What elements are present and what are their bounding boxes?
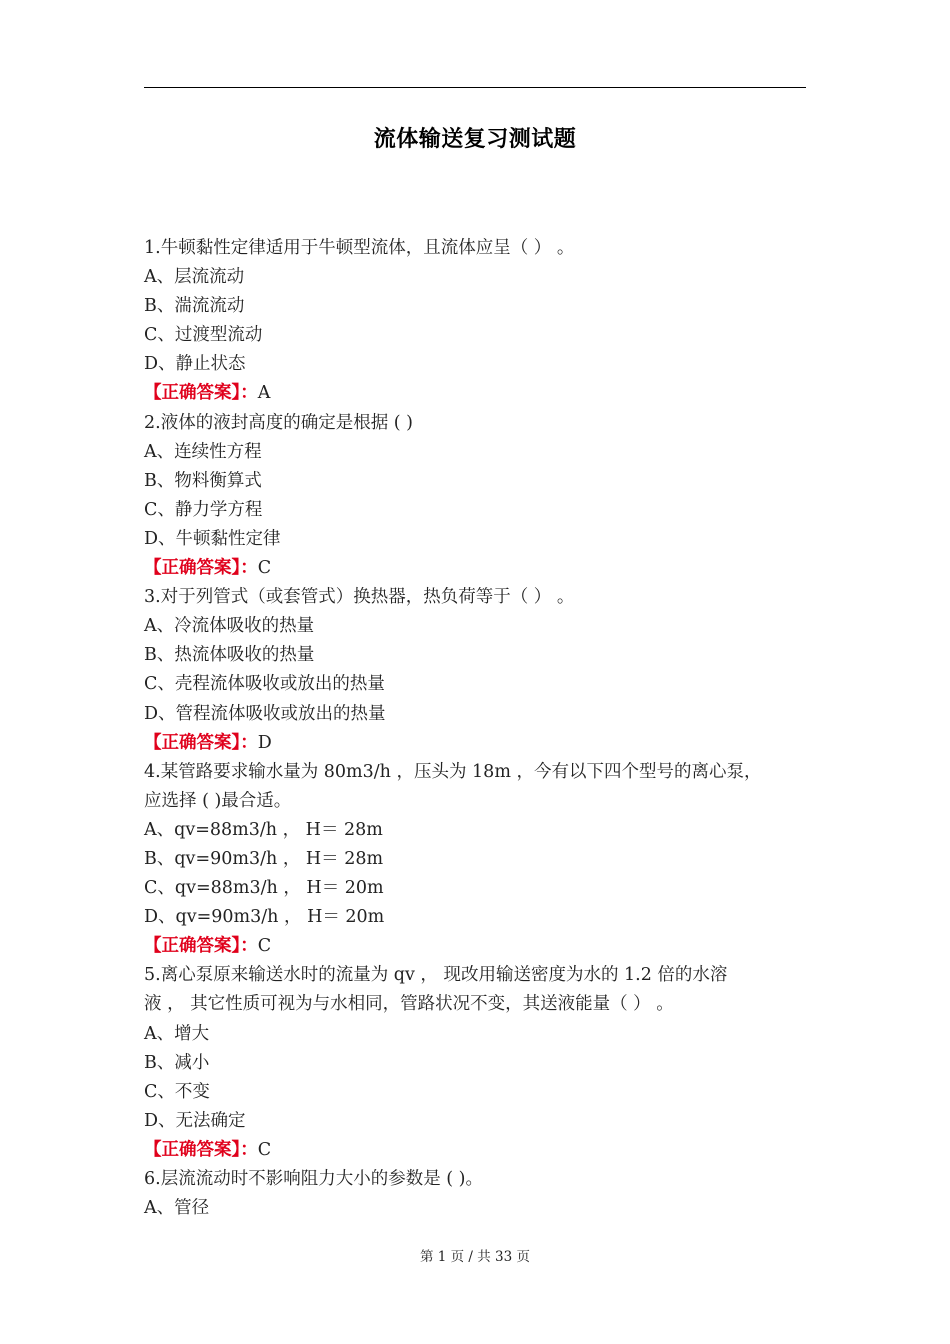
question-stem: 6.层流流动时不影响阻力大小的参数是 ( )。 — [144, 1169, 483, 1189]
question-stem: 1.牛顿黏性定律适用于牛顿型流体，且流体应呈（ ） 。 — [144, 238, 575, 258]
option-a: A、增大 — [144, 1023, 210, 1044]
question-stem-line-2: 液 ， 其它性质可视为与水相同，管路状况不变，其送液能量（ ） 。 — [144, 994, 674, 1015]
question-list — [144, 234, 806, 1223]
answer-row — [144, 554, 806, 583]
option-c: C、过渡型流动 — [144, 325, 263, 346]
answer-value: D — [257, 732, 272, 753]
question-stem-line-1: 5.离心泵原来输送水时的流量为 qv ， 现改用输送密度为水的 1.2 倍的水溶 — [144, 965, 728, 986]
document-title: 流体输送复习测试题 — [373, 127, 577, 152]
option-b: B、热流体吸收的热量 — [144, 645, 315, 666]
answer-row — [144, 932, 806, 961]
answer-label: 【正确答案】： — [144, 1139, 258, 1160]
question-stem-line-2: 应选择 ( )最合适。 — [144, 790, 292, 811]
option-b: B、湍流流动 — [144, 296, 245, 317]
option-a: A、连续性方程 — [144, 441, 262, 462]
answer-label: 【正确答案】： — [144, 383, 258, 404]
answer-label: 【正确答案】： — [144, 732, 258, 753]
option-c: C、壳程流体吸收或放出的热量 — [144, 674, 385, 695]
option-d: D、无法确定 — [144, 1110, 246, 1131]
question-stem: 2.液体的液封高度的确定是根据 ( ) — [144, 412, 413, 433]
answer-value: C — [257, 936, 272, 957]
answer-row — [144, 379, 806, 408]
answer-label: 【正确答案】： — [144, 936, 258, 957]
answer-value: A — [257, 383, 271, 404]
header-rule — [144, 87, 806, 88]
option-a: A、管径 — [144, 1198, 210, 1219]
option-d: D、静止状态 — [144, 354, 246, 375]
option-b: B、qv=90m3/h ， H＝ 28m — [144, 848, 384, 869]
option-a: A、层流流动 — [144, 267, 245, 288]
answer-row — [144, 729, 806, 758]
option-c: C、qv=88m3/h ， H＝ 20m — [144, 878, 384, 899]
option-a: A、qv=88m3/h ， H＝ 28m — [144, 819, 383, 840]
option-d: D、牛顿黏性定律 — [144, 528, 281, 549]
page-footer: 第 1 页 / 共 33 页 — [419, 1249, 531, 1265]
answer-value: C — [257, 1139, 272, 1160]
question-stem-line-1: 4.某管路要求输水量为 80m3/h ，压头为 18m ，今有以下四个型号的离心泵， — [144, 761, 762, 782]
option-b: B、物料衡算式 — [144, 470, 262, 491]
option-a: A、冷流体吸收的热量 — [144, 616, 315, 637]
option-b: B、减小 — [144, 1052, 210, 1073]
option-c: C、静力学方程 — [144, 499, 263, 520]
answer-label: 【正确答案】： — [144, 558, 258, 579]
option-d: D、管程流体吸收或放出的热量 — [144, 703, 386, 724]
option-c: C、不变 — [144, 1081, 210, 1102]
option-d: D、qv=90m3/h ， H＝ 20m — [144, 907, 385, 928]
answer-value: C — [257, 558, 272, 579]
question-stem: 3.对于列管式（或套管式）换热器，热负荷等于（ ） 。 — [144, 587, 575, 608]
answer-row — [144, 1136, 806, 1165]
